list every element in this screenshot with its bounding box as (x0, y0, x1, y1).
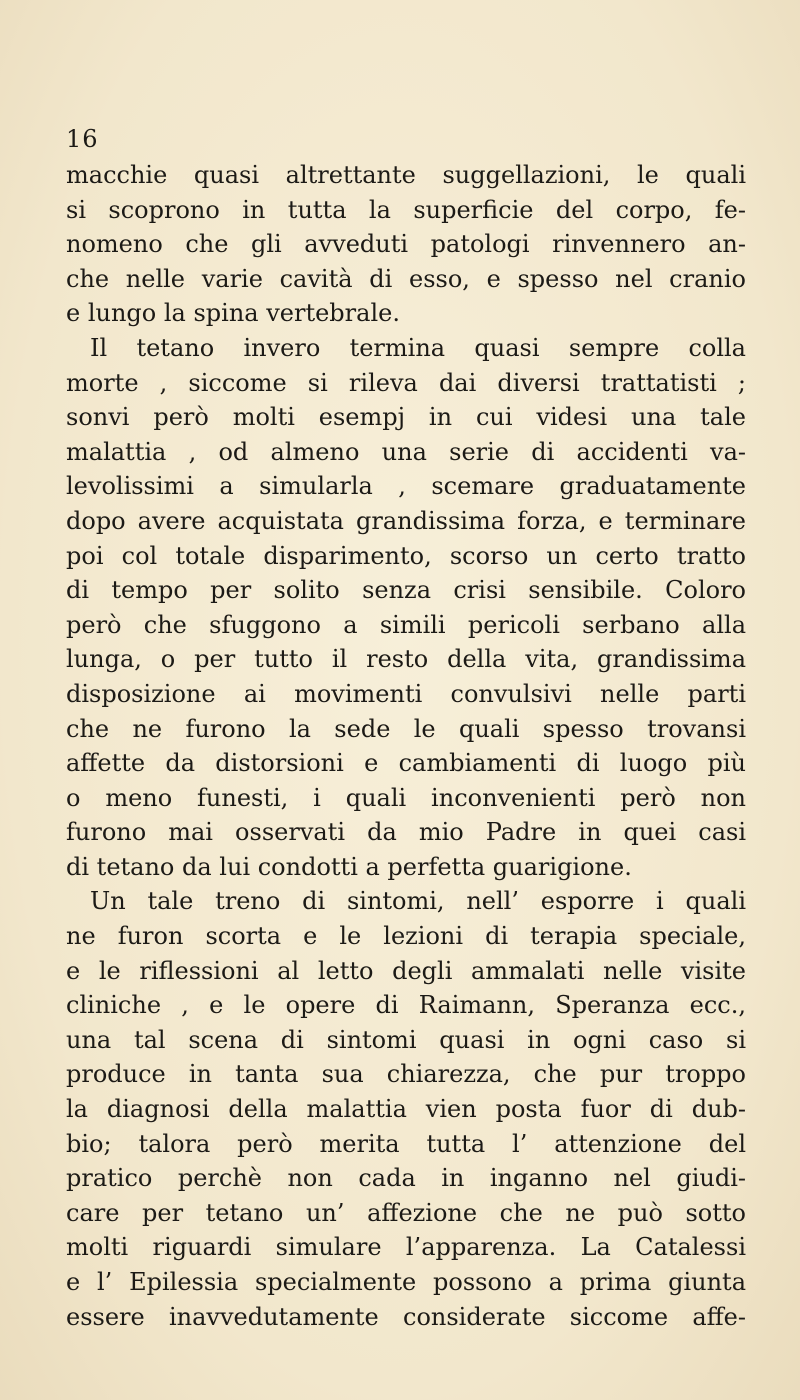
text-line: e l’ Epilessia specialmente possono a prima giunta (66, 1268, 746, 1296)
text-line: bio; talora però merita tutta l’ attenzione del (66, 1129, 746, 1158)
text-line: però che sfuggono a simili pericoli serbano alla (66, 610, 746, 639)
text-line: di tempo per solito senza crisi sensibile. Coloro (66, 576, 746, 605)
text-line: si scoprono in tutta la superficie del corpo, fe- (66, 195, 746, 224)
text-line: o meno funesti, i quali inconvenienti però non (66, 783, 746, 812)
text-line: ne furon scorta e le lezioni di terapia speciale, (66, 922, 746, 951)
text-line: poi col totale disparimento, scorso un certo tratto (66, 541, 746, 570)
text-line: macchie quasi altrettante suggellazioni, le quali (66, 161, 746, 189)
text-line: essere inavvedutamente considerate siccome affe- (66, 1302, 746, 1331)
text-line: una tal scena di sintomi quasi in ogni caso si (66, 1025, 746, 1054)
text-line: affette da distorsioni e cambiamenti di luogo più (66, 749, 746, 778)
text-line: dopo avere acquistata grandissima forza, e terminare (66, 506, 746, 535)
text-line: pratico perchè non cada in inganno nel giudi- (66, 1164, 746, 1193)
text-line: molti riguardi simulare l’apparenza. La Catalessi (66, 1233, 746, 1262)
text-line: che nelle varie cavità di esso, e spesso nel cranio (66, 264, 746, 293)
text-line: lunga, o per tutto il resto della vita, grandissima (66, 645, 746, 674)
body-text (66, 158, 746, 1334)
text-line: che ne furono la sede le quali spesso trovansi (66, 714, 746, 743)
text-line: sonvi però molti esempj in cui videsi una tale (66, 403, 746, 432)
text-line: cliniche , e le opere di Raimann, Speranza ecc., (66, 991, 746, 1020)
text-line: la diagnosi della malattia vien posta fuor di dub- (66, 1095, 746, 1124)
text-line: produce in tanta sua chiarezza, che pur troppo (66, 1060, 746, 1089)
text-line: e lungo la spina vertebrale. (66, 299, 400, 328)
text-line: Un tale treno di sintomi, nell’ esporre i quali (90, 887, 746, 916)
text-line: Il tetano invero termina quasi sempre colla (90, 333, 746, 362)
text-line: di tetano da lui condotti a perfetta guarigione. (66, 852, 632, 881)
text-line: disposizione ai movimenti convulsivi nelle parti (66, 679, 746, 708)
text-line: care per tetano un’ affezione che ne può sotto (66, 1198, 746, 1227)
page-number: 16 (66, 125, 99, 153)
text-line: furono mai osservati da mio Padre in quei casi (66, 818, 746, 847)
text-line: e le riflessioni al letto degli ammalati nelle visite (66, 956, 746, 985)
text-line: morte , siccome si rileva dai diversi trattatisti ; (66, 368, 746, 397)
text-line: nomeno che gli avveduti patologi rinvennero an- (66, 230, 746, 259)
text-line: levolissimi a simularla , scemare graduatamente (66, 472, 746, 501)
text-line: malattia , od almeno una serie di accidenti va- (66, 437, 746, 466)
